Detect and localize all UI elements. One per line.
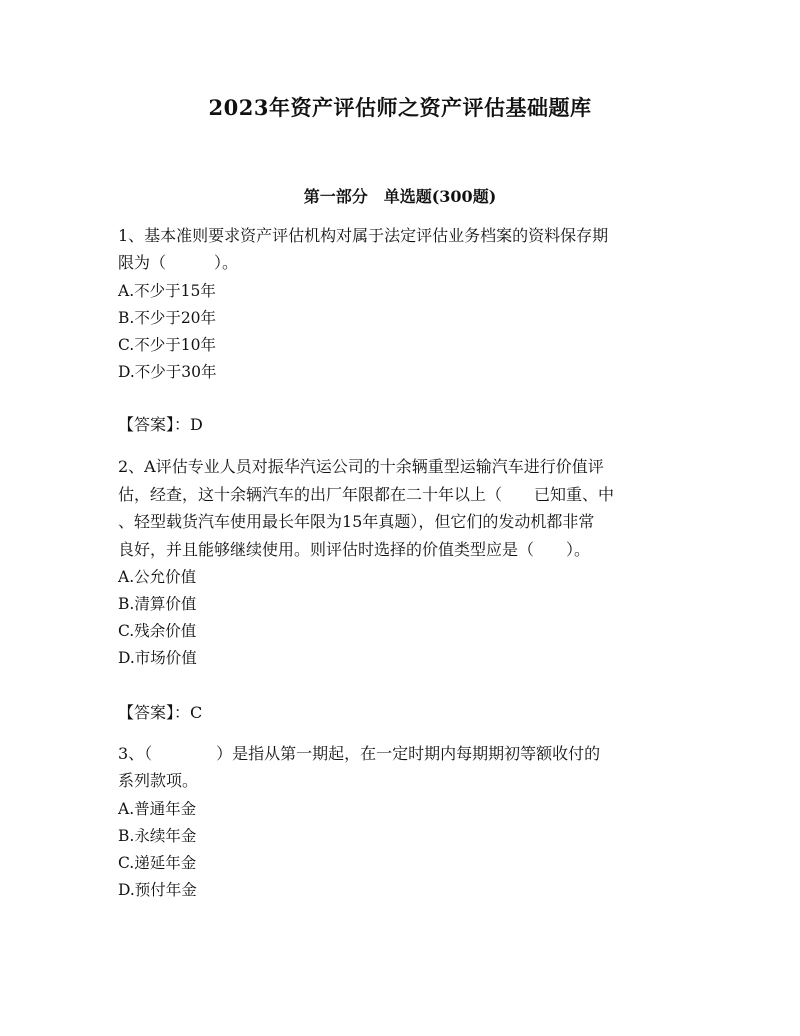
question-1-stem-line-2: 限为（ ）。 — [118, 253, 239, 272]
question-1-answer: 【答案】：D — [118, 415, 203, 434]
question-2-stem-line-4: 良好，并且能够继续使用。则评估时选择的价值类型应是（ ）。 — [118, 540, 591, 559]
question-2-option-b: B.清算价值 — [118, 595, 197, 613]
question-3-option-c: C.递延年金 — [118, 854, 197, 872]
question-1-option-c: C.不少于10年 — [118, 336, 216, 354]
question-2-answer: 【答案】：C — [118, 703, 203, 722]
question-3-stem-line-1: 3、（ ）是指从第一期起，在一定时期内每期期初等额收付的 — [118, 744, 601, 763]
section-title: 第一部分 单选题(300题) — [303, 187, 497, 206]
question-2-option-a: A.公允价值 — [118, 568, 197, 586]
question-1-stem-line-1: 1、基本准则要求资产评估机构对属于法定评估业务档案的资料保存期 — [118, 226, 609, 245]
question-3-option-a: A.普通年金 — [118, 800, 197, 818]
question-2-option-d: D.市场价值 — [118, 649, 197, 667]
question-1-option-d: D.不少于30年 — [118, 363, 217, 381]
question-2-stem-line-2: 估，经查，这十余辆汽车的出厂年限都在二十年以上（ 已知重、中 — [118, 485, 615, 504]
document-title: 2023年资产评估师之资产评估基础题库 — [208, 95, 592, 120]
question-2-option-c: C.残余价值 — [118, 622, 197, 640]
question-2-stem-line-3: 、轻型载货汽车使用最长年限为15年真题），但它们的发动机都非常 — [118, 512, 595, 531]
question-1-option-b: B.不少于20年 — [118, 309, 217, 327]
question-3-stem-line-2: 系列款项。 — [118, 771, 199, 790]
question-2-stem-line-1: 2、A评估专业人员对振华汽运公司的十余辆重型运输汽车进行价值评 — [118, 457, 604, 476]
question-3-option-d: D.预付年金 — [118, 881, 197, 899]
question-1-option-a: A.不少于15年 — [118, 282, 216, 300]
question-3-option-b: B.永续年金 — [118, 827, 197, 845]
